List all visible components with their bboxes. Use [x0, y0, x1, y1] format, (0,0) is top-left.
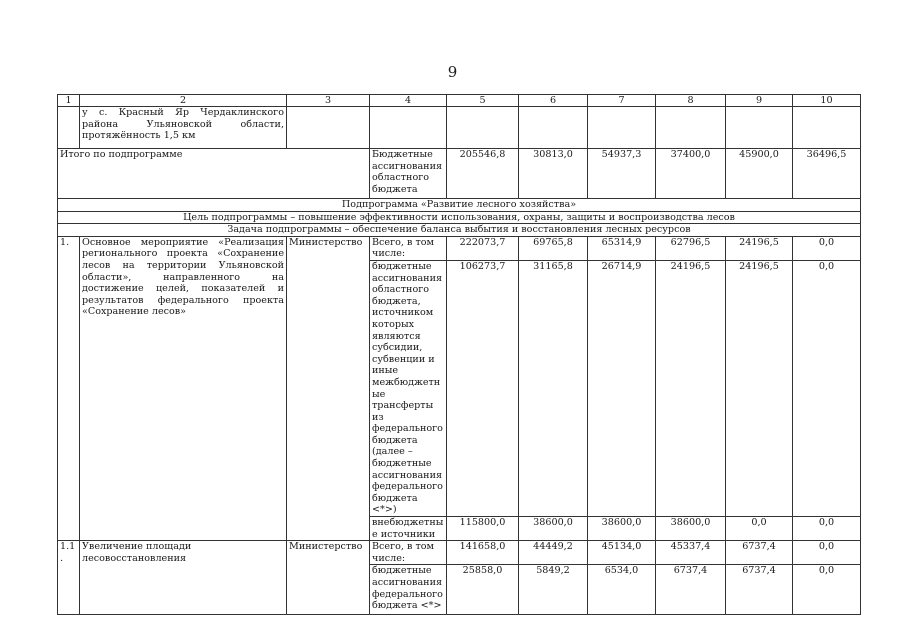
- col-header-5: 5: [447, 95, 519, 107]
- goal-row: [58, 211, 861, 224]
- col-header-3: 3: [287, 95, 370, 107]
- subprogram-goal: Цель подпрограммы – повышение эффективности использования, охраны, защиты и воспроизводства лесов: [58, 211, 861, 224]
- funding-source: бюджетные ассигнования областного бюджета, источником которых являются субсидии, субвенции и иные межбюджетные трансферты из федерального бюджета (далее – бюджетные ассигнования федерального бюджета <*>): [370, 260, 447, 516]
- value-cell: 65314,9: [588, 236, 656, 260]
- value-cell: 6534,0: [588, 565, 656, 615]
- value-cell: 222073,7: [447, 236, 519, 260]
- total-value: 54937,3: [588, 149, 656, 199]
- item-name: Увеличение площади лесовосстановления: [80, 541, 287, 615]
- total-label: Итого по подпрограмме: [58, 149, 370, 199]
- col-header-10: 10: [793, 95, 861, 107]
- value-cell: 141658,0: [447, 541, 519, 565]
- item-name: Основное мероприятие «Реализация регионального проекта «Сохранение лесов на территории Ульяновской области», направленного на достижение целей, показателей и результатов федерального проекта «Сохранение лесов»: [80, 236, 287, 540]
- value-cell: 0,0: [793, 565, 861, 615]
- budget-table: [57, 94, 861, 615]
- col-header-9: 9: [726, 95, 793, 107]
- value-cell: 31165,8: [519, 260, 588, 516]
- col-header-7: 7: [588, 95, 656, 107]
- value-cell: 45134,0: [588, 541, 656, 565]
- col-header-4: 4: [370, 95, 447, 107]
- value-cell: 26714,9: [588, 260, 656, 516]
- page-number: 9: [447, 63, 458, 81]
- total-row: [58, 149, 861, 199]
- funding-source: Всего, в том числе:: [370, 236, 447, 260]
- value-cell: 38600,0: [519, 517, 588, 541]
- value-cell: 0,0: [793, 236, 861, 260]
- item-number: 1.1.: [58, 541, 80, 615]
- value-cell: 45337,4: [656, 541, 726, 565]
- value-cell: 0,0: [793, 517, 861, 541]
- value-cell: 6737,4: [726, 565, 793, 615]
- value-cell: 24196,5: [656, 260, 726, 516]
- item-1-row-total: [58, 236, 861, 260]
- value-cell: 0,0: [726, 517, 793, 541]
- value-cell: 0,0: [793, 260, 861, 516]
- total-value: 45900,0: [726, 149, 793, 199]
- total-value: 30813,0: [519, 149, 588, 199]
- continuation-text: у с. Красный Яр Чердаклинского района Ульяновской области, протяжённость 1,5 км: [80, 107, 287, 149]
- col-header-2: 2: [80, 95, 287, 107]
- value-cell: 44449,2: [519, 541, 588, 565]
- value-cell: 69765,8: [519, 236, 588, 260]
- value-cell: 5849,2: [519, 565, 588, 615]
- value-cell: 106273,7: [447, 260, 519, 516]
- item-1-1-row-total: [58, 541, 861, 565]
- col-header-6: 6: [519, 95, 588, 107]
- value-cell: 62796,5: [656, 236, 726, 260]
- value-cell: 115800,0: [447, 517, 519, 541]
- task-row: [58, 224, 861, 237]
- funding-source: внебюджетные источники: [370, 517, 447, 541]
- item-executor: Министерство: [287, 236, 370, 540]
- total-value: 205546,8: [447, 149, 519, 199]
- value-cell: 24196,5: [726, 260, 793, 516]
- funding-source: бюджетные ассигнования федерального бюджета <*>: [370, 565, 447, 615]
- value-cell: 38600,0: [588, 517, 656, 541]
- col-header-8: 8: [656, 95, 726, 107]
- total-source: Бюджетные ассигнования областного бюджета: [370, 149, 447, 199]
- value-cell: 6737,4: [726, 541, 793, 565]
- subprogram-row: [58, 199, 861, 212]
- item-number: 1.: [58, 236, 80, 540]
- col-header-1: 1: [58, 95, 80, 107]
- subprogram-task: Задача подпрограммы – обеспечение баланса выбытия и восстановления лесных ресурсов: [58, 224, 861, 237]
- value-cell: 24196,5: [726, 236, 793, 260]
- continuation-row: [58, 107, 861, 149]
- funding-source: Всего, в том числе:: [370, 541, 447, 565]
- subprogram-title: Подпрограмма «Развитие лесного хозяйства»: [58, 199, 861, 212]
- item-executor: Министерство: [287, 541, 370, 615]
- total-value: 36496,5: [793, 149, 861, 199]
- value-cell: 25858,0: [447, 565, 519, 615]
- column-number-row: [58, 95, 861, 107]
- total-value: 37400,0: [656, 149, 726, 199]
- value-cell: 38600,0: [656, 517, 726, 541]
- value-cell: 6737,4: [656, 565, 726, 615]
- value-cell: 0,0: [793, 541, 861, 565]
